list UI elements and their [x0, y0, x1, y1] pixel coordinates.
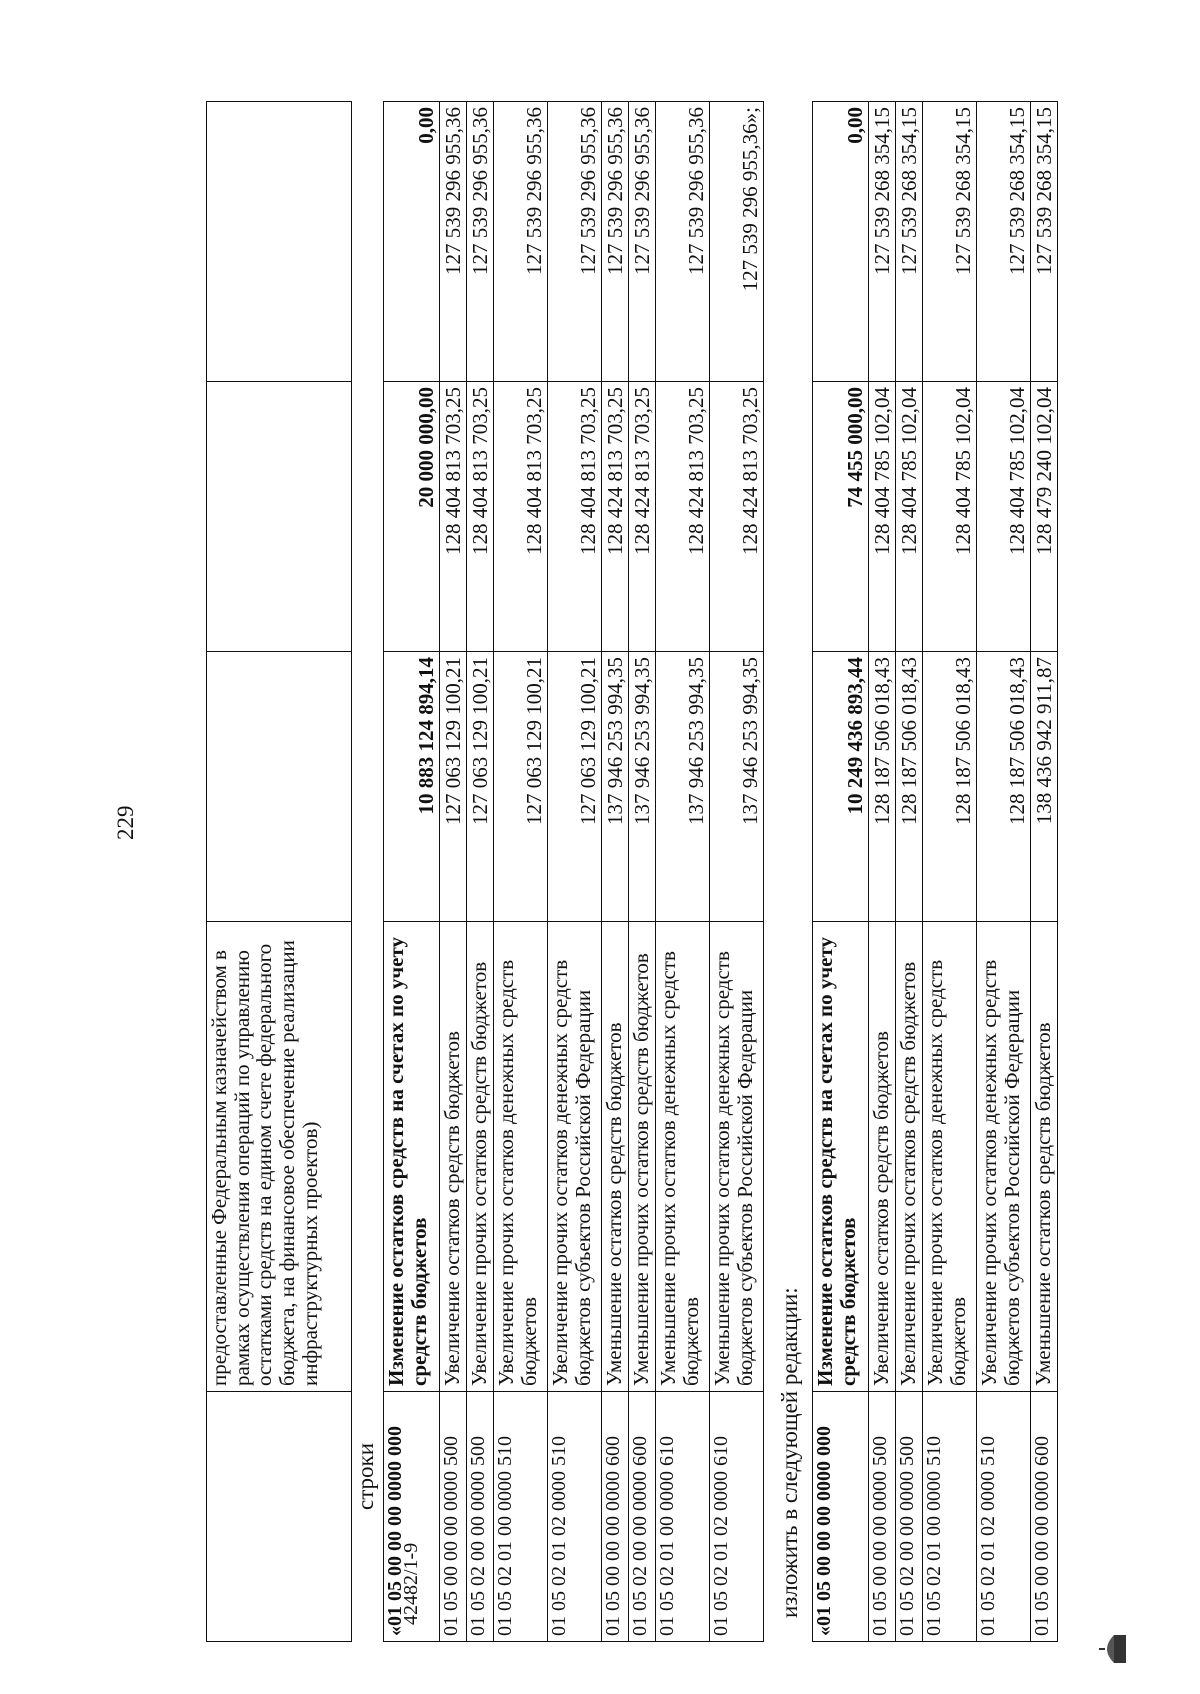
- row-value-3: 0,00: [384, 102, 440, 382]
- row-code: 01 05 00 00 00 0000 500: [440, 1392, 467, 1642]
- row-code: 01 05 02 01 02 0000 610: [710, 1392, 764, 1642]
- row-code: 01 05 02 00 00 0000 500: [896, 1392, 923, 1642]
- old-rows-table: [383, 101, 764, 1642]
- row-value-2: 128 424 813 703,25: [710, 382, 764, 652]
- row-description: Уменьшение остатков средств бюджетов: [602, 922, 629, 1392]
- table-row: [869, 102, 896, 1642]
- table-row: [656, 102, 710, 1642]
- row-value-1: 127 063 129 100,21: [440, 652, 467, 922]
- row-description: Уменьшение прочих остатков денежных средств бюджетов: [656, 922, 710, 1392]
- section-label-new-edition: изложить в следующей редакции:: [777, 1287, 802, 1618]
- empty-cell: [207, 652, 352, 922]
- row-value-1: 137 946 253 994,35: [656, 652, 710, 922]
- page-number: 229: [113, 805, 138, 840]
- row-value-2: 128 404 813 703,25: [548, 382, 602, 652]
- empty-cell: [207, 382, 352, 652]
- row-description: Уменьшение прочих остатков денежных средств бюджетов субъектов Российской Федерации: [710, 922, 764, 1392]
- row-value-3: 127 539 268 354,15: [977, 102, 1031, 382]
- table-row: [923, 102, 977, 1642]
- row-value-1: 10 883 124 894,14: [384, 652, 440, 922]
- row-value-1: 128 187 506 018,43: [869, 652, 896, 922]
- row-description: Увеличение прочих остатков денежных средств бюджетов: [923, 922, 977, 1392]
- row-value-3: 127 539 268 354,15: [869, 102, 896, 382]
- row-description: Увеличение прочих остатков средств бюджетов: [467, 922, 494, 1392]
- row-value-3: 127 539 268 354,15: [896, 102, 923, 382]
- table-row: [440, 102, 467, 1642]
- row-code: 01 05 02 01 02 0000 510: [548, 1392, 602, 1642]
- row-value-2: 128 479 240 102,04: [1031, 382, 1058, 652]
- rotated-content: [20, 80, 1120, 1680]
- table-row: [602, 102, 629, 1642]
- row-value-3: 127 539 296 955,36: [602, 102, 629, 382]
- table-row: [629, 102, 656, 1642]
- row-code: 01 05 02 01 00 0000 610: [656, 1392, 710, 1642]
- new-rows-table: [812, 101, 1058, 1642]
- row-value-3: 127 539 296 955,36: [467, 102, 494, 382]
- row-value-2: 20 000 000,00: [384, 382, 440, 652]
- table-row: [467, 102, 494, 1642]
- empty-cell: [207, 1392, 352, 1642]
- section-label-rows: строки: [353, 1442, 378, 1510]
- table-row: [207, 102, 352, 1642]
- row-description: предоставленные Федеральным казначейством в рамках осуществления операций по управлению остатками средств на едином счете федерального бюджета, на финансовое обеспечение реализации инфраструктурных проектов): [207, 922, 352, 1392]
- table-row: [384, 102, 440, 1642]
- row-code: «01 05 00 00 00 0000 000: [813, 1392, 869, 1642]
- row-value-1: 128 187 506 018,43: [977, 652, 1031, 922]
- row-code: 01 05 00 00 00 0000 600: [602, 1392, 629, 1642]
- table-row: [548, 102, 602, 1642]
- row-value-1: 137 946 253 994,35: [602, 652, 629, 922]
- row-code: 01 05 02 01 00 0000 510: [494, 1392, 548, 1642]
- row-code: 01 05 00 00 00 0000 500: [869, 1392, 896, 1642]
- row-value-3: 127 539 296 955,36: [656, 102, 710, 382]
- row-description: Увеличение остатков средств бюджетов: [869, 922, 896, 1392]
- row-code: 01 05 02 00 00 0000 600: [629, 1392, 656, 1642]
- previous-table-fragment: [206, 101, 352, 1642]
- row-description: Уменьшение остатков средств бюджетов: [1031, 922, 1058, 1392]
- row-value-2: 128 404 813 703,25: [440, 382, 467, 652]
- row-code: 01 05 02 00 00 0000 500: [467, 1392, 494, 1642]
- row-value-2: 128 404 785 102,04: [977, 382, 1031, 652]
- footer-code: 42482/1-9: [400, 1542, 422, 1625]
- row-value-3: 127 539 296 955,36: [494, 102, 548, 382]
- table-row: [1031, 102, 1058, 1642]
- row-value-3: 127 539 296 955,36: [440, 102, 467, 382]
- table-row: [494, 102, 548, 1642]
- table-row: [896, 102, 923, 1642]
- row-value-2: 128 404 785 102,04: [923, 382, 977, 652]
- row-code: 01 05 02 01 00 0000 510: [923, 1392, 977, 1642]
- row-value-1: 128 187 506 018,43: [896, 652, 923, 922]
- empty-cell: [207, 102, 352, 382]
- row-description: Увеличение остатков средств бюджетов: [440, 922, 467, 1392]
- table-row: [710, 102, 764, 1642]
- row-value-1: 137 946 253 994,35: [710, 652, 764, 922]
- row-value-2: 128 404 813 703,25: [467, 382, 494, 652]
- row-description: Увеличение прочих остатков средств бюджетов: [896, 922, 923, 1392]
- row-code: 01 05 02 01 02 0000 510: [977, 1392, 1031, 1642]
- row-description: Изменение остатков средств на счетах по учету средств бюджетов: [813, 922, 869, 1392]
- row-value-2: 128 404 785 102,04: [869, 382, 896, 652]
- row-value-3: 0,00: [813, 102, 869, 382]
- row-value-2: 128 424 813 703,25: [629, 382, 656, 652]
- row-value-1: 127 063 129 100,21: [494, 652, 548, 922]
- row-value-2: 128 424 813 703,25: [656, 382, 710, 652]
- row-description: Уменьшение прочих остатков средств бюджетов: [629, 922, 656, 1392]
- row-description: Увеличение прочих остатков денежных средств бюджетов: [494, 922, 548, 1392]
- row-value-3: 127 539 296 955,36»;: [710, 102, 764, 382]
- row-description: Увеличение прочих остатков денежных средств бюджетов субъектов Российской Федерации: [548, 922, 602, 1392]
- table-row: [977, 102, 1031, 1642]
- row-value-2: 128 404 813 703,25: [494, 382, 548, 652]
- row-value-1: 127 063 129 100,21: [467, 652, 494, 922]
- row-value-1: 138 436 942 911,87: [1031, 652, 1058, 922]
- table-row: [813, 102, 869, 1642]
- row-value-2: 74 455 000,00: [813, 382, 869, 652]
- row-value-3: 127 539 268 354,15: [1031, 102, 1058, 382]
- emblem-icon: [1098, 1632, 1128, 1666]
- row-description: Изменение остатков средств на счетах по учету средств бюджетов: [384, 922, 440, 1392]
- row-description: Увеличение прочих остатков денежных средств бюджетов субъектов Российской Федерации: [977, 922, 1031, 1392]
- row-value-3: 127 539 296 955,36: [548, 102, 602, 382]
- row-value-1: 127 063 129 100,21: [548, 652, 602, 922]
- row-value-1: 128 187 506 018,43: [923, 652, 977, 922]
- row-value-1: 10 249 436 893,44: [813, 652, 869, 922]
- row-value-1: 137 946 253 994,35: [629, 652, 656, 922]
- row-code: 01 05 00 00 00 0000 600: [1031, 1392, 1058, 1642]
- row-value-3: 127 539 296 955,36: [629, 102, 656, 382]
- row-value-2: 128 424 813 703,25: [602, 382, 629, 652]
- row-value-3: 127 539 268 354,15: [923, 102, 977, 382]
- row-code: «01 05 00 00 00 0000 000: [384, 1392, 440, 1642]
- row-value-2: 128 404 785 102,04: [896, 382, 923, 652]
